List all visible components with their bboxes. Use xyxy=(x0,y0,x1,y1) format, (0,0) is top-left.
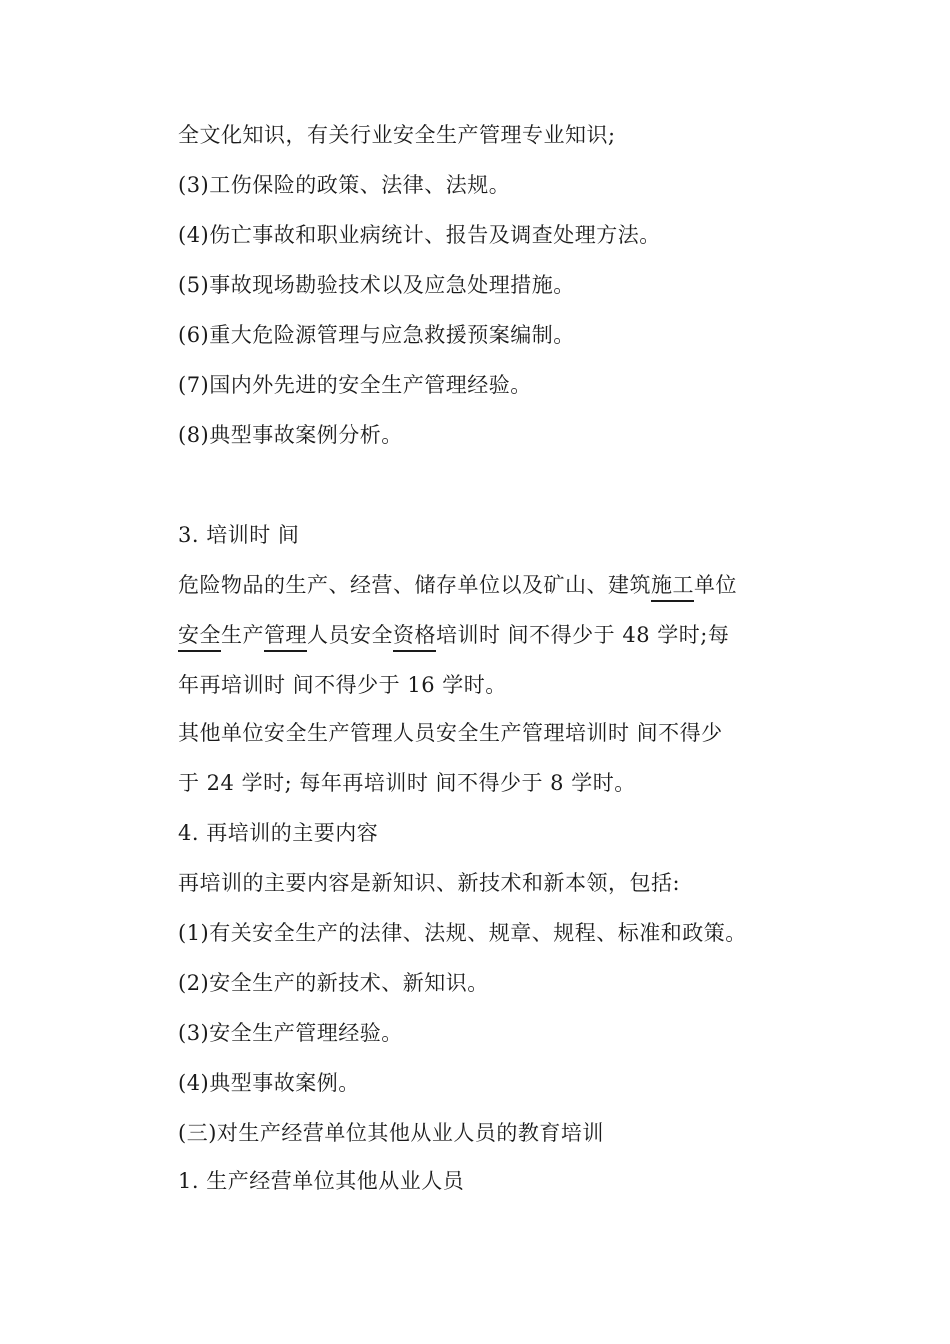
text-line: 于 24 学时; 每年再培训时 间不得少于 8 学时。 xyxy=(178,771,636,795)
list-item: (4)伤亡事故和职业病统计、报告及调查处理方法。 xyxy=(178,223,661,247)
underlined-segment: 管理 xyxy=(264,623,307,647)
text-line: 其他单位安全生产管理人员安全生产管理培训时 间不得少 xyxy=(178,721,723,745)
list-item: (2)安全生产的新技术、新知识。 xyxy=(178,971,489,995)
list-item: (3)安全生产管理经验。 xyxy=(178,1021,403,1045)
underlined-segment: 安全 xyxy=(178,623,221,647)
list-item: (8)典型事故案例分析。 xyxy=(178,423,403,447)
underlined-segment: 资格 xyxy=(393,623,436,647)
list-item: (3)工伤保险的政策、法律、法规。 xyxy=(178,173,511,197)
list-item: (7)国内外先进的安全生产管理经验。 xyxy=(178,373,532,397)
list-item: (4)典型事故案例。 xyxy=(178,1071,360,1095)
list-item: (1)有关安全生产的法律、法规、规章、规程、标准和政策。 xyxy=(178,921,747,945)
list-item: (6)重大危险源管理与应急救援预案编制。 xyxy=(178,323,575,347)
section-heading: 4. 再培训的主要内容 xyxy=(178,821,379,845)
text-segment: 培训时 间不得少于 48 学时;每 xyxy=(436,623,730,647)
text-line-underlined xyxy=(178,570,778,600)
text-line: 全文化知识，有关行业安全生产管理专业知识; xyxy=(178,123,616,147)
list-item: (5)事故现场勘验技术以及应急处理措施。 xyxy=(178,273,575,297)
text-line: 年再培训时 间不得少于 16 学时。 xyxy=(178,673,507,697)
underlined-segment: 施工 xyxy=(651,573,694,597)
text-segment: 单位 xyxy=(694,573,737,597)
text-segment: 生产 xyxy=(221,623,264,647)
section-heading: 3. 培训时 间 xyxy=(178,523,300,547)
section-heading: (三)对生产经营单位其他从业人员的教育培训 xyxy=(178,1121,604,1145)
text-line: 再培训的主要内容是新知识、新技术和新本领，包括: xyxy=(178,871,681,895)
text-segment: 危险物品的生产、经营、储存单位以及矿山、建筑 xyxy=(178,573,651,597)
text-segment: 人员安全 xyxy=(307,623,393,647)
text-line-underlined xyxy=(178,620,778,650)
section-heading: 1. 生产经营单位其他从业人员 xyxy=(178,1169,465,1193)
